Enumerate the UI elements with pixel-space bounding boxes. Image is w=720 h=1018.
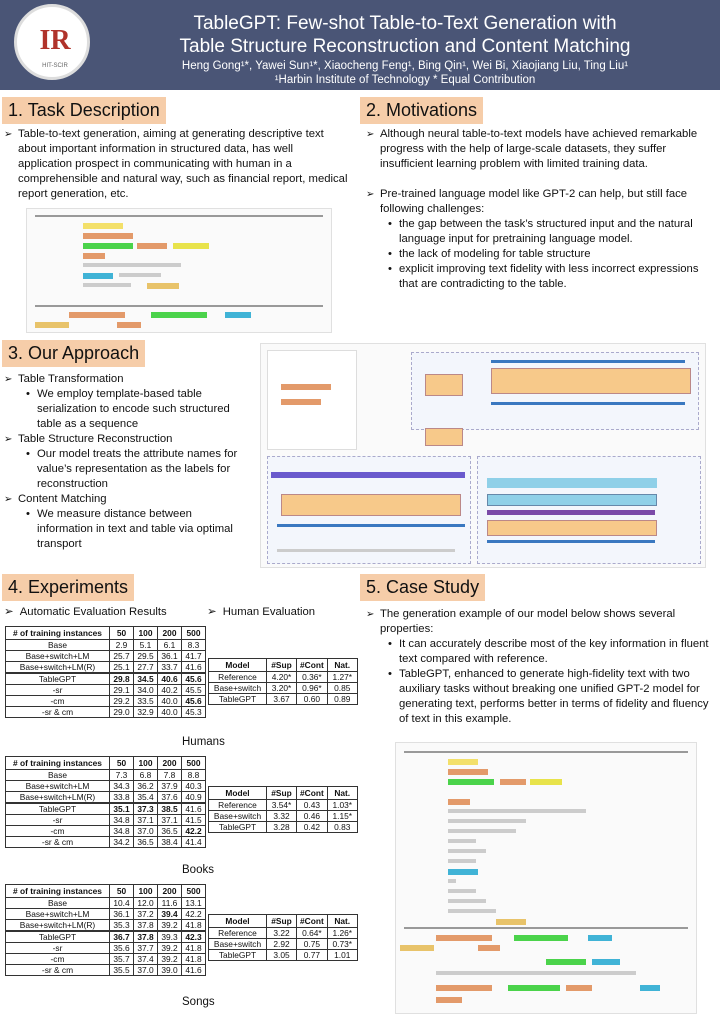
experiments-heading: 4. Experiments: [2, 574, 134, 601]
table-cell: 8.8: [182, 770, 206, 781]
table-cell: 36.1: [110, 909, 134, 920]
table-cell: -sr: [6, 943, 110, 954]
poster-title: [100, 12, 710, 58]
table-cell: 34.0: [134, 685, 158, 696]
approach-text-block: [4, 372, 244, 552]
table-row: [6, 685, 206, 696]
table-cell: TableGPT: [209, 950, 267, 961]
table-row: [6, 640, 206, 651]
table-row: [6, 837, 206, 848]
table-cell: 37.1: [158, 815, 182, 826]
table-cell: TableGPT: [6, 803, 110, 815]
table-row: [209, 822, 358, 833]
title-line-2: Table Structure Reconstruction and Content Matching: [179, 36, 631, 57]
table-row: [6, 943, 206, 954]
table-cell: Reference: [209, 928, 267, 939]
table-cell: Base+switch: [209, 939, 267, 950]
table-cell: -sr & cm: [6, 707, 110, 718]
column-header: 200: [158, 757, 182, 770]
column-header: #Cont: [297, 659, 328, 672]
table-cell: 40.3: [182, 781, 206, 792]
motivations-text-block: [366, 127, 711, 292]
table-cell: -sr: [6, 685, 110, 696]
task-description: ➢ Table-to-text generation, aiming at generating descriptive text about important information in structured data, has well application prospect in communicating with human in a comprehensible and natural way, such as financial report, medical report generation, etc.: [4, 127, 349, 202]
table-cell: TableGPT: [209, 694, 267, 705]
case-study-intro: ➢ The generation example of our model below shows several properties:: [366, 607, 711, 637]
table-cell: 45.5: [182, 685, 206, 696]
table-cell: Base+switch: [209, 683, 267, 694]
table-cell: 32.9: [134, 707, 158, 718]
table-cell: Base+switch+LM(R): [6, 920, 110, 932]
table-header-row: [6, 885, 206, 898]
table-cell: 40.0: [158, 707, 182, 718]
table-cell: 3.28: [267, 822, 297, 833]
column-header: 100: [134, 627, 158, 640]
column-header: 50: [110, 885, 134, 898]
human-eval-table-books: [208, 786, 358, 833]
table-cell: 41.8: [182, 954, 206, 965]
table-cell: 2.92: [267, 939, 297, 950]
column-header: #Sup: [267, 915, 297, 928]
table-row: [6, 803, 206, 815]
approach-table-transformation-detail: • We employ template-based table serialization to encode such structured table as a sequence: [4, 387, 244, 432]
column-header: 50: [110, 757, 134, 770]
column-header: 200: [158, 885, 182, 898]
table-header-row: [209, 659, 358, 672]
task-text-block: [4, 127, 349, 202]
approach-content-matching-detail: • We measure distance between information in text and table via optimal transport: [4, 507, 244, 552]
table-cell: 37.8: [134, 931, 158, 943]
column-header: Nat.: [327, 787, 357, 800]
table-cell: 38.4: [158, 837, 182, 848]
auto-eval-table-humans: [5, 626, 206, 718]
approach-content-matching: ➢ Content Matching: [4, 492, 244, 507]
approach-structure-reconstruction-detail: • Our model treats the attribute names for value’s representation as the labels for reconstruction: [4, 447, 244, 492]
table-cell: 40.0: [158, 696, 182, 707]
table-cell: 37.8: [134, 920, 158, 932]
table-cell: 36.5: [134, 837, 158, 848]
table-cell: 36.2: [134, 781, 158, 792]
domain-caption-books: Books: [182, 864, 214, 876]
table-cell: 39.2: [158, 954, 182, 965]
table-cell: 13.1: [182, 898, 206, 909]
column-header: #Sup: [267, 659, 297, 672]
table-cell: 25.7: [110, 651, 134, 662]
table-cell: Base+switch+LM: [6, 651, 110, 662]
table-cell: 35.1: [110, 803, 134, 815]
table-cell: 12.0: [134, 898, 158, 909]
table-cell: 0.60: [297, 694, 328, 705]
table-cell: 41.6: [182, 803, 206, 815]
table-cell: 37.7: [134, 943, 158, 954]
table-cell: 45.6: [182, 696, 206, 707]
table-cell: 33.8: [110, 792, 134, 804]
table-cell: 36.7: [110, 931, 134, 943]
auto-eval-label-text: Automatic Evaluation Results: [19, 606, 167, 618]
table-cell: 0.77: [297, 950, 328, 961]
table-cell: 36.1: [158, 651, 182, 662]
column-header: Model: [209, 787, 267, 800]
table-cell: 35.3: [110, 920, 134, 932]
affiliation: ¹Harbin Institute of Technology * Equal Contribution: [274, 74, 536, 86]
table-cell: 3.67: [267, 694, 297, 705]
table-row: [6, 954, 206, 965]
table-cell: 38.5: [158, 803, 182, 815]
table-cell: 40.6: [158, 673, 182, 685]
table-cell: 37.4: [134, 954, 158, 965]
table-cell: -cm: [6, 696, 110, 707]
table-cell: -sr & cm: [6, 837, 110, 848]
table-row: [209, 928, 358, 939]
table-cell: 41.8: [182, 943, 206, 954]
table-row: [209, 694, 358, 705]
motivation-point-1: ➢ Although neural table-to-text models have achieved remarkable progress with the help of large-scale datasets, they suffer insufficient learning problem with limited training data.: [366, 127, 711, 172]
table-cell: 5.1: [134, 640, 158, 651]
table-cell: 0.83: [327, 822, 357, 833]
approach-heading: 3. Our Approach: [2, 340, 145, 367]
column-header: Model: [209, 915, 267, 928]
column-header: 500: [182, 885, 206, 898]
table-cell: 1.26*: [327, 928, 357, 939]
column-header: #Cont: [297, 915, 328, 928]
table-cell: TableGPT: [209, 822, 267, 833]
table-row: [209, 800, 358, 811]
table-header-row: [6, 627, 206, 640]
table-cell: 1.15*: [327, 811, 357, 822]
table-cell: 33.7: [158, 662, 182, 674]
table-cell: 0.85: [327, 683, 357, 694]
table-row: [6, 792, 206, 804]
motivations-heading: 2. Motivations: [360, 97, 483, 124]
table-cell: 45.6: [182, 673, 206, 685]
table-cell: 45.3: [182, 707, 206, 718]
table-cell: 37.0: [134, 826, 158, 837]
table-cell: -sr & cm: [6, 965, 110, 976]
table-cell: 29.0: [110, 707, 134, 718]
table-cell: 41.4: [182, 837, 206, 848]
case-study-example-figure: [395, 742, 697, 1014]
table-cell: 42.2: [182, 826, 206, 837]
table-cell: 0.36*: [297, 672, 328, 683]
table-cell: 7.3: [110, 770, 134, 781]
table-cell: 0.46: [297, 811, 328, 822]
table-cell: 36.5: [158, 826, 182, 837]
table-header-row: [209, 787, 358, 800]
table-cell: 35.5: [110, 965, 134, 976]
table-cell: 7.8: [158, 770, 182, 781]
table-cell: 41.5: [182, 815, 206, 826]
table-cell: 3.32: [267, 811, 297, 822]
table-cell: 35.7: [110, 954, 134, 965]
task-example-figure: [26, 208, 332, 333]
table-row: [6, 920, 206, 932]
table-cell: 40.9: [182, 792, 206, 804]
human-eval-table-songs: [208, 914, 358, 961]
table-row: [6, 770, 206, 781]
table-row: [6, 662, 206, 674]
column-header: 100: [134, 757, 158, 770]
poster-header: [0, 0, 720, 90]
motivation-point-2: ➢ Pre-trained language model like GPT-2 can help, but still face following challenges:: [366, 187, 711, 217]
table-cell: 1.27*: [327, 672, 357, 683]
table-cell: 34.2: [110, 837, 134, 848]
table-cell: 4.20*: [267, 672, 297, 683]
table-cell: 0.75: [297, 939, 328, 950]
table-row: [6, 965, 206, 976]
table-row: [6, 909, 206, 920]
table-row: [6, 898, 206, 909]
table-header-row: [209, 915, 358, 928]
table-cell: 27.7: [134, 662, 158, 674]
table-row: [6, 826, 206, 837]
table-cell: 37.6: [158, 792, 182, 804]
table-cell: 37.2: [134, 909, 158, 920]
table-cell: 0.42: [297, 822, 328, 833]
column-header: 200: [158, 627, 182, 640]
table-cell: 42.3: [182, 931, 206, 943]
column-header: 500: [182, 627, 206, 640]
table-cell: 39.2: [158, 920, 182, 932]
table-cell: 6.1: [158, 640, 182, 651]
case-study-heading: 5. Case Study: [360, 574, 485, 601]
table-cell: 41.6: [182, 965, 206, 976]
table-cell: 37.1: [134, 815, 158, 826]
table-row: [6, 696, 206, 707]
table-row: [209, 811, 358, 822]
table-row: [6, 673, 206, 685]
table-cell: Base+switch: [209, 811, 267, 822]
approach-structure-reconstruction: ➢ Table Structure Reconstruction: [4, 432, 244, 447]
table-cell: 41.8: [182, 920, 206, 932]
table-cell: 0.73*: [327, 939, 357, 950]
human-eval-label: ➢ Human Evaluation: [207, 606, 316, 618]
institution-logo: [14, 4, 90, 80]
table-cell: 40.2: [158, 685, 182, 696]
authors-block: [100, 59, 710, 87]
table-cell: 10.4: [110, 898, 134, 909]
auto-eval-table-books: [5, 756, 206, 848]
challenge-item-2: • the lack of modeling for table structure: [366, 247, 711, 262]
table-row: [209, 683, 358, 694]
table-cell: 0.89: [327, 694, 357, 705]
table-cell: 29.2: [110, 696, 134, 707]
column-header: #Cont: [297, 787, 328, 800]
human-eval-label-text: Human Evaluation: [222, 606, 316, 618]
table-cell: Base+switch+LM(R): [6, 792, 110, 804]
table-cell: 29.8: [110, 673, 134, 685]
table-row: [209, 950, 358, 961]
column-header: 50: [110, 627, 134, 640]
table-cell: Base+switch+LM(R): [6, 662, 110, 674]
human-eval-table-humans: [208, 658, 358, 705]
table-cell: 3.54*: [267, 800, 297, 811]
task-heading: 1. Task Description: [2, 97, 166, 124]
table-cell: TableGPT: [6, 673, 110, 685]
table-cell: 3.05: [267, 950, 297, 961]
table-cell: Base+switch+LM: [6, 909, 110, 920]
table-cell: Reference: [209, 672, 267, 683]
column-header: # of training instances: [6, 885, 110, 898]
table-header-row: [6, 757, 206, 770]
challenge-item-3: • explicit improving text fidelity with less incorrect expressions that are contradicting to the table.: [366, 262, 711, 292]
case-study-item-1: • It can accurately describe most of the key information in fluent text compared with reference.: [366, 637, 711, 667]
table-cell: TableGPT: [6, 931, 110, 943]
table-cell: Base+switch+LM: [6, 781, 110, 792]
model-architecture-diagram: [260, 343, 706, 568]
table-cell: 6.8: [134, 770, 158, 781]
table-cell: -cm: [6, 826, 110, 837]
table-cell: 37.3: [134, 803, 158, 815]
table-cell: 29.5: [134, 651, 158, 662]
table-cell: Reference: [209, 800, 267, 811]
auto-eval-table-songs: [5, 884, 206, 976]
table-cell: 1.01: [327, 950, 357, 961]
table-cell: 11.6: [158, 898, 182, 909]
table-row: [209, 939, 358, 950]
column-header: #Sup: [267, 787, 297, 800]
domain-caption-songs: Songs: [182, 996, 215, 1008]
table-cell: 39.2: [158, 943, 182, 954]
table-cell: 3.20*: [267, 683, 297, 694]
table-cell: 34.5: [134, 673, 158, 685]
table-row: [6, 707, 206, 718]
column-header: Nat.: [327, 915, 357, 928]
table-cell: 34.8: [110, 826, 134, 837]
table-row: [6, 651, 206, 662]
approach-table-transformation: ➢ Table Transformation: [4, 372, 244, 387]
table-cell: 39.4: [158, 909, 182, 920]
table-cell: 41.6: [182, 662, 206, 674]
table-cell: 0.43: [297, 800, 328, 811]
table-row: [6, 815, 206, 826]
auto-eval-label: ➢ Automatic Evaluation Results: [4, 606, 167, 618]
table-cell: 39.3: [158, 931, 182, 943]
table-cell: Base: [6, 898, 110, 909]
table-cell: -cm: [6, 954, 110, 965]
table-cell: 34.3: [110, 781, 134, 792]
table-cell: 0.64*: [297, 928, 328, 939]
title-line-1: TableGPT: Few-shot Table-to-Text Generation with: [193, 13, 617, 34]
table-cell: Base: [6, 770, 110, 781]
table-cell: 2.9: [110, 640, 134, 651]
table-cell: 42.2: [182, 909, 206, 920]
case-study-item-2: • TableGPT, enhanced to generate high-fidelity text with two auxiliary tasks without breaking one unified GPT-2 model for generating text, performs better in terms of fidelity and fluency of text in this example.: [366, 667, 711, 727]
table-cell: 39.0: [158, 965, 182, 976]
table-row: [209, 672, 358, 683]
author-list: Heng Gong¹*, Yawei Sun¹*, Xiaocheng Feng¹, Bing Qin¹, Wei Bi, Xiaojiang Liu, Ting Liu¹: [181, 60, 629, 72]
table-cell: 3.22: [267, 928, 297, 939]
table-cell: Base: [6, 640, 110, 651]
table-cell: 41.7: [182, 651, 206, 662]
table-cell: 25.1: [110, 662, 134, 674]
table-cell: 34.8: [110, 815, 134, 826]
logo-text: IR: [39, 25, 71, 56]
table-cell: 35.6: [110, 943, 134, 954]
table-cell: -sr: [6, 815, 110, 826]
table-cell: 37.0: [134, 965, 158, 976]
table-cell: 33.5: [134, 696, 158, 707]
table-cell: 29.1: [110, 685, 134, 696]
logo-subtext: HIT-SCIR: [42, 63, 68, 69]
column-header: 100: [134, 885, 158, 898]
domain-caption-humans: Humans: [182, 736, 225, 748]
column-header: Model: [209, 659, 267, 672]
column-header: # of training instances: [6, 627, 110, 640]
table-row: [6, 781, 206, 792]
column-header: 500: [182, 757, 206, 770]
table-cell: 35.4: [134, 792, 158, 804]
column-header: Nat.: [327, 659, 357, 672]
table-row: [6, 931, 206, 943]
table-cell: 0.96*: [297, 683, 328, 694]
table-cell: 8.3: [182, 640, 206, 651]
table-cell: 37.9: [158, 781, 182, 792]
case-study-text-block: [366, 607, 711, 727]
challenge-item-1: • the gap between the task’s structured input and the natural language input for pretraining language model.: [366, 217, 711, 247]
table-cell: 1.03*: [327, 800, 357, 811]
column-header: # of training instances: [6, 757, 110, 770]
